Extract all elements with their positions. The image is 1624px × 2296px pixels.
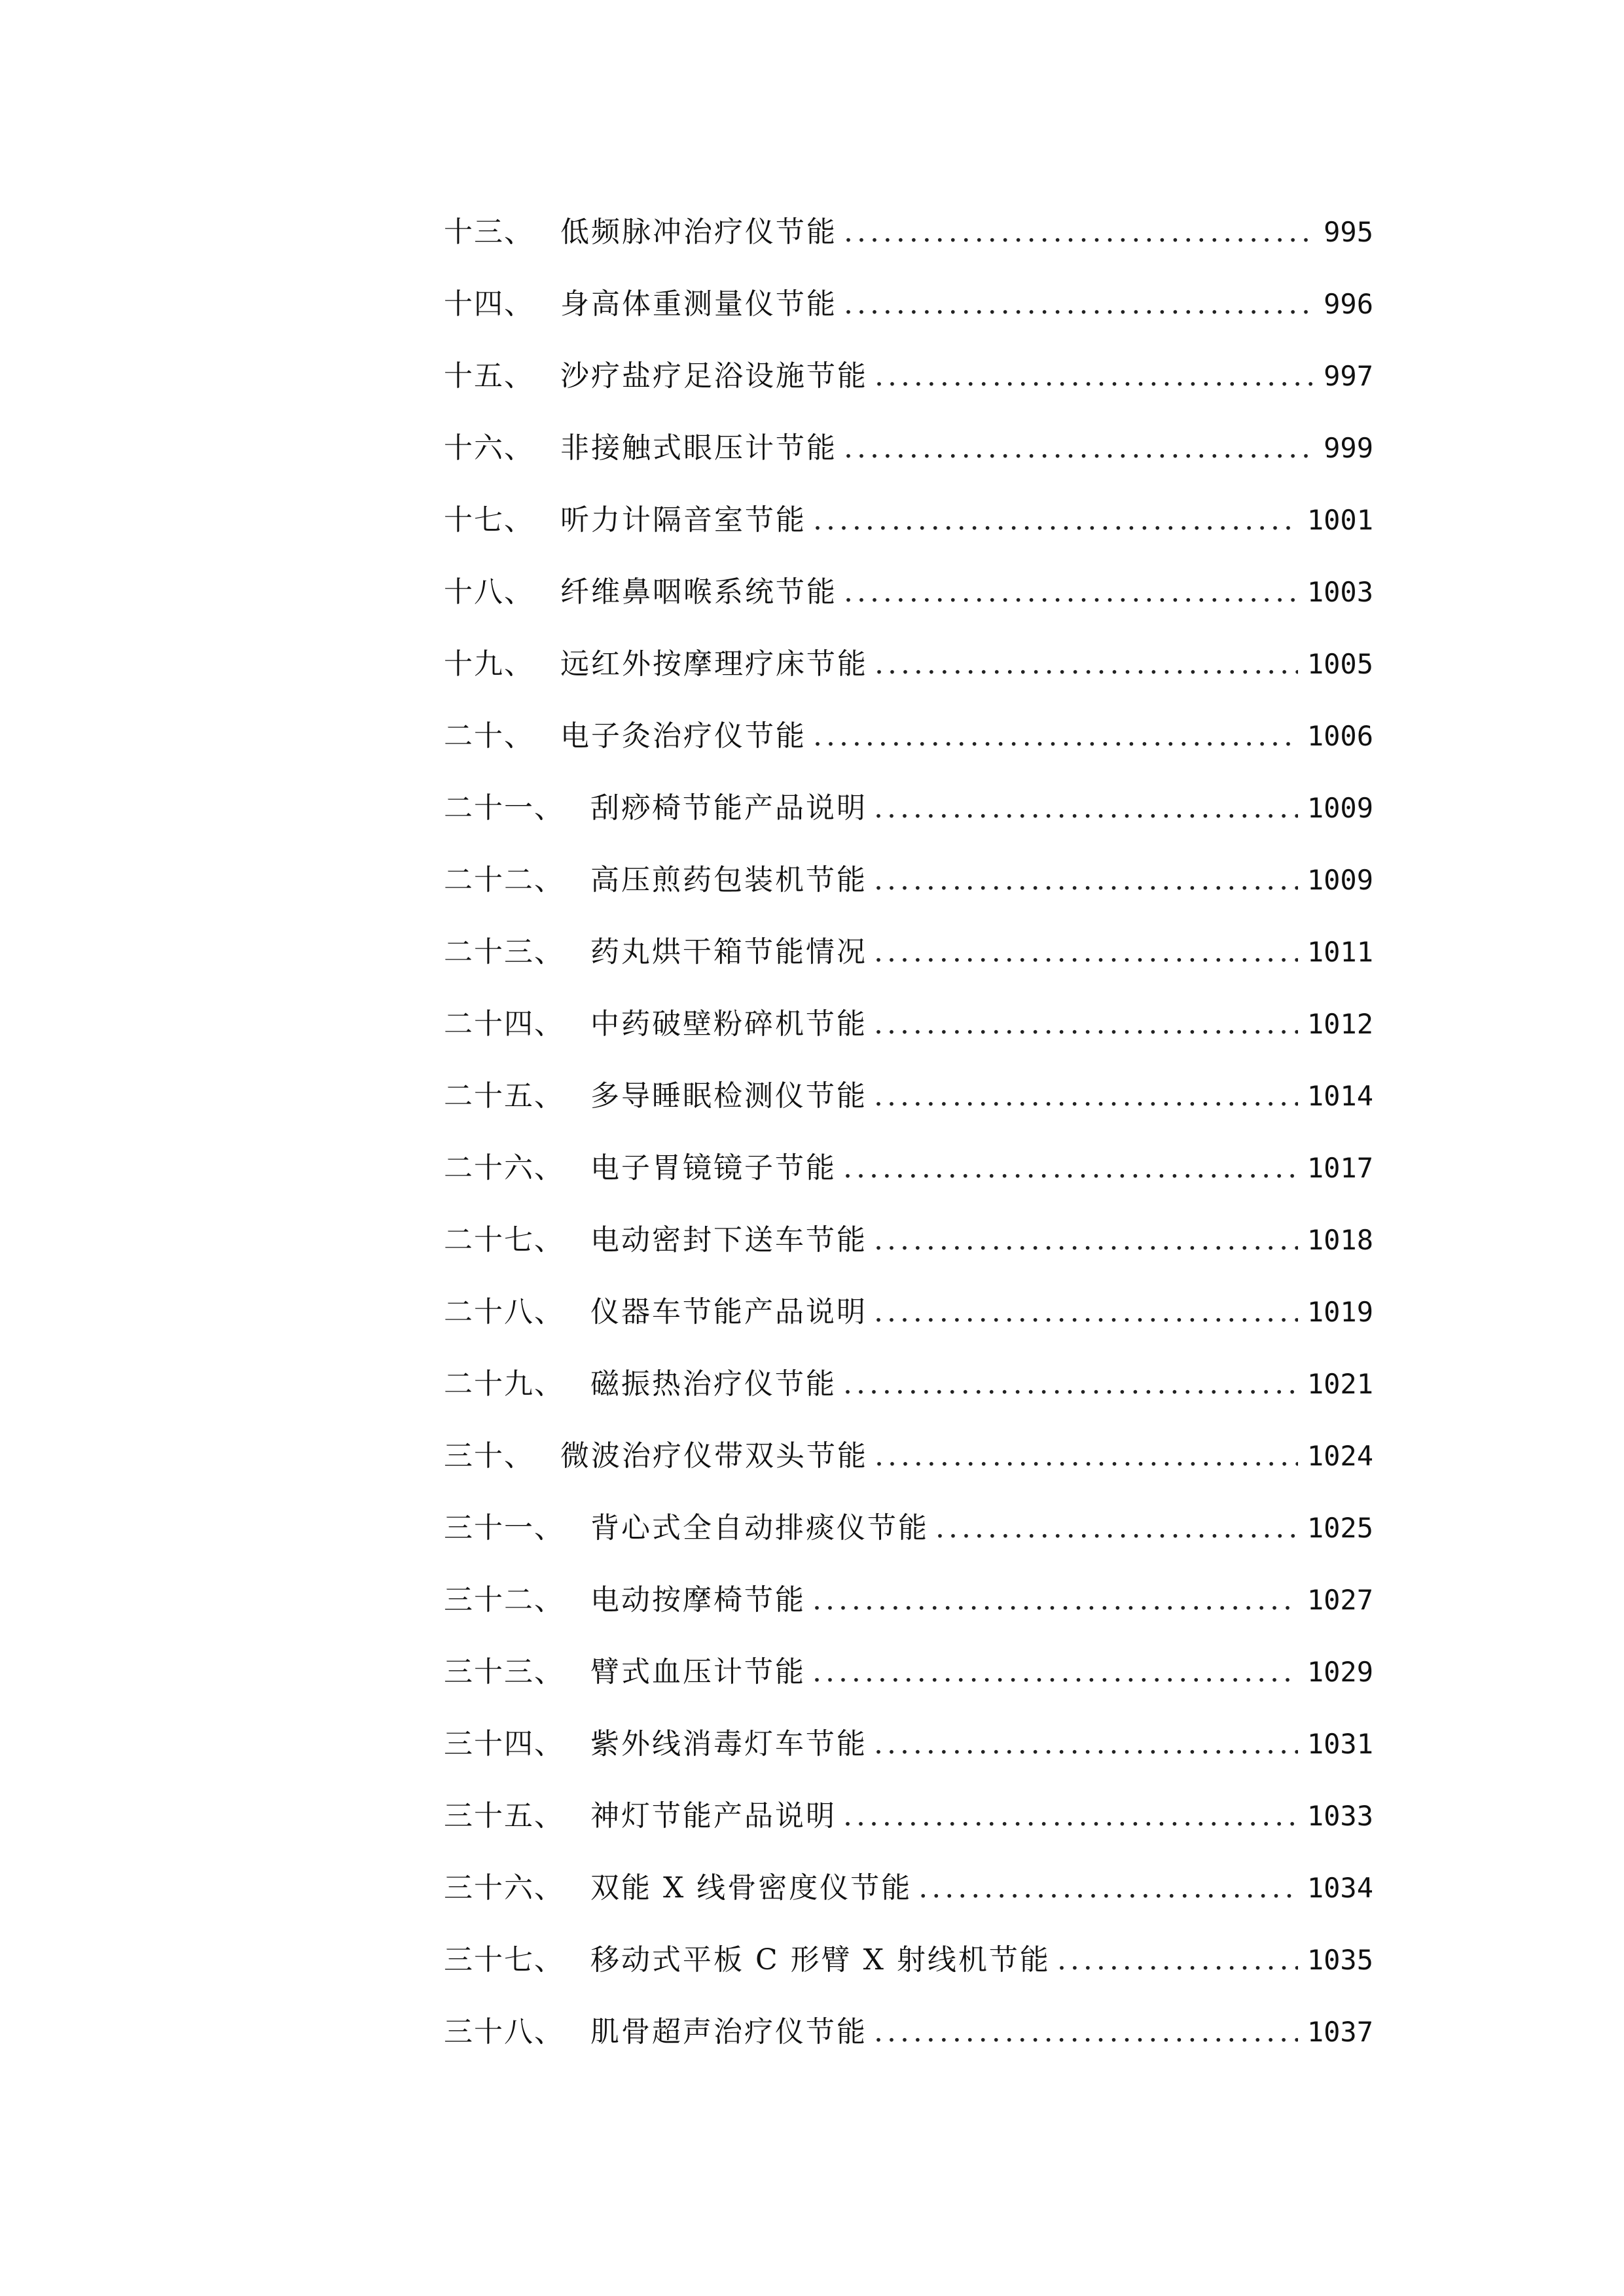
toc-entry-title: 非接触式眼压计节能	[560, 431, 837, 465]
toc-dot-leader	[812, 1636, 1298, 1708]
toc-entry-title: 电子胃镜镜子节能	[590, 1151, 837, 1185]
toc-entry-number: 十六、	[444, 431, 534, 465]
toc-entry[interactable]	[444, 1780, 1373, 1852]
toc-entry[interactable]	[444, 844, 1373, 916]
toc-entry-number: 二十五、	[444, 1079, 564, 1113]
toc-entry[interactable]	[444, 916, 1373, 988]
toc-entry[interactable]	[444, 1708, 1373, 1780]
toc-dot-leader	[874, 1204, 1298, 1276]
toc-entry[interactable]	[444, 340, 1373, 412]
toc-entry-page-number: 1029	[1307, 1656, 1373, 1688]
toc-entry-page-number: 1018	[1307, 1224, 1373, 1256]
toc-dot-leader	[874, 988, 1298, 1060]
toc-entry-page-number: 1009	[1307, 864, 1373, 896]
toc-entry[interactable]	[444, 268, 1373, 340]
toc-entry-page-number: 1011	[1307, 936, 1373, 968]
toc-entry[interactable]	[444, 1492, 1373, 1564]
toc-entry-number: 十五、	[444, 359, 534, 393]
toc-entry-number: 二十二、	[444, 863, 564, 897]
toc-entry-number: 二十一、	[444, 791, 564, 825]
toc-entry[interactable]	[444, 1060, 1373, 1132]
toc-entry-number: 三十一、	[444, 1511, 564, 1545]
toc-entry-page-number: 1033	[1307, 1800, 1373, 1832]
toc-dot-leader	[1057, 1924, 1298, 1996]
toc-dot-leader	[875, 340, 1314, 412]
toc-entry[interactable]	[444, 1348, 1373, 1420]
toc-entry-title: 电动密封下送车节能	[590, 1223, 867, 1257]
toc-entry[interactable]	[444, 700, 1373, 772]
toc-entry[interactable]	[444, 196, 1373, 268]
toc-entry-title: 低频脉冲治疗仪节能	[560, 215, 837, 249]
toc-entry-number: 二十三、	[444, 935, 564, 969]
toc-dot-leader	[844, 268, 1314, 340]
toc-dot-leader	[874, 1708, 1298, 1780]
toc-entry-title: 背心式全自动排痰仪节能	[590, 1511, 929, 1545]
toc-entry-number: 三十、	[444, 1439, 534, 1473]
toc-dot-leader	[918, 1852, 1298, 1924]
toc-dot-leader	[844, 196, 1314, 268]
toc-entry[interactable]	[444, 988, 1373, 1060]
toc-entry-page-number: 1031	[1307, 1728, 1373, 1760]
toc-dot-leader	[874, 1060, 1298, 1132]
toc-entry[interactable]	[444, 1996, 1373, 2068]
toc-dot-leader	[843, 1132, 1298, 1204]
toc-entry-title: 远红外按摩理疗床节能	[560, 647, 868, 681]
toc-entry-page-number: 1037	[1307, 2016, 1373, 2048]
toc-entry-number: 三十三、	[444, 1655, 564, 1689]
toc-entry-page-number: 997	[1324, 360, 1373, 392]
toc-entry-page-number: 1006	[1307, 720, 1373, 752]
toc-entry-number: 二十四、	[444, 1007, 564, 1041]
toc-entry-page-number: 1021	[1307, 1368, 1373, 1400]
toc-entry-number: 十八、	[444, 575, 534, 609]
toc-entry-title: 磁振热治疗仪节能	[590, 1367, 837, 1401]
toc-entry-page-number: 1003	[1307, 576, 1373, 608]
toc-entry-page-number: 1001	[1307, 504, 1373, 536]
toc-entry-title: 高压煎药包装机节能	[590, 863, 867, 897]
toc-entry-number: 三十八、	[444, 2015, 564, 2049]
toc-entry[interactable]	[444, 556, 1373, 628]
toc-entry[interactable]	[444, 1420, 1373, 1492]
toc-entry-page-number: 1019	[1307, 1296, 1373, 1328]
toc-entry-number: 二十、	[444, 719, 534, 753]
toc-entry-number: 十九、	[444, 647, 534, 681]
toc-entry-page-number: 1035	[1307, 1944, 1373, 1976]
toc-entry-page-number: 1027	[1307, 1584, 1373, 1616]
toc-entry-page-number: 1005	[1307, 648, 1373, 680]
toc-entry-page-number: 1014	[1307, 1080, 1373, 1112]
toc-entry-number: 十三、	[444, 215, 534, 249]
toc-dot-leader	[874, 844, 1298, 916]
toc-dot-leader	[874, 772, 1298, 844]
toc-entry-title: 中药破壁粉碎机节能	[590, 1007, 867, 1041]
toc-dot-leader	[813, 484, 1298, 556]
toc-entry-page-number: 995	[1324, 216, 1373, 248]
toc-entry-title: 电动按摩椅节能	[590, 1583, 806, 1617]
toc-entry-title: 双能 X 线骨密度仪节能	[590, 1871, 912, 1905]
toc-entry-title: 移动式平板 C 形臂 X 射线机节能	[590, 1943, 1051, 1977]
toc-entry-number: 三十二、	[444, 1583, 564, 1617]
toc-dot-leader	[812, 1564, 1298, 1636]
toc-entry-number: 三十七、	[444, 1943, 564, 1977]
toc-entry[interactable]	[444, 484, 1373, 556]
table-of-contents	[444, 196, 1373, 2068]
toc-dot-leader	[874, 916, 1298, 988]
toc-entry-number: 二十七、	[444, 1223, 564, 1257]
toc-entry-title: 刮痧椅节能产品说明	[590, 791, 867, 825]
toc-dot-leader	[843, 1348, 1298, 1420]
toc-dot-leader	[875, 1420, 1298, 1492]
toc-dot-leader	[844, 556, 1298, 628]
toc-dot-leader	[813, 700, 1298, 772]
toc-entry[interactable]	[444, 1276, 1373, 1348]
toc-entry-number: 二十八、	[444, 1295, 564, 1329]
toc-entry-number: 十四、	[444, 287, 534, 321]
toc-entry-number: 二十九、	[444, 1367, 564, 1401]
toc-entry-title: 多导睡眠检测仪节能	[590, 1079, 867, 1113]
toc-dot-leader	[843, 1780, 1298, 1852]
toc-entry-page-number: 1034	[1307, 1872, 1373, 1904]
toc-entry[interactable]	[444, 1564, 1373, 1636]
toc-entry-title: 沙疗盐疗足浴设施节能	[560, 359, 868, 393]
toc-dot-leader	[874, 1996, 1298, 2068]
toc-entry-page-number: 996	[1324, 288, 1373, 320]
toc-dot-leader	[875, 628, 1298, 700]
toc-entry[interactable]	[444, 412, 1373, 484]
toc-entry-number: 三十六、	[444, 1871, 564, 1905]
toc-entry-number: 十七、	[444, 503, 534, 537]
toc-entry-title: 纤维鼻咽喉系统节能	[560, 575, 837, 609]
toc-entry-number: 二十六、	[444, 1151, 564, 1185]
toc-dot-leader	[874, 1276, 1298, 1348]
toc-entry-title: 臂式血压计节能	[590, 1655, 806, 1689]
toc-entry-title: 微波治疗仪带双头节能	[560, 1439, 868, 1473]
toc-entry[interactable]	[444, 1132, 1373, 1204]
toc-entry[interactable]	[444, 1852, 1373, 1924]
toc-dot-leader	[935, 1492, 1298, 1564]
toc-entry-title: 肌骨超声治疗仪节能	[590, 2015, 867, 2049]
toc-entry-page-number: 1025	[1307, 1512, 1373, 1544]
toc-entry-number: 三十四、	[444, 1727, 564, 1761]
toc-entry[interactable]	[444, 628, 1373, 700]
toc-entry-page-number: 1024	[1307, 1440, 1373, 1472]
toc-entry-title: 听力计隔音室节能	[560, 503, 806, 537]
toc-entry-page-number: 1009	[1307, 792, 1373, 824]
toc-entry-page-number: 1017	[1307, 1152, 1373, 1184]
toc-entry-title: 仪器车节能产品说明	[590, 1295, 867, 1329]
toc-dot-leader	[844, 412, 1314, 484]
toc-entry[interactable]	[444, 772, 1373, 844]
toc-entry-number: 三十五、	[444, 1799, 564, 1833]
toc-entry-title: 电子灸治疗仪节能	[560, 719, 806, 753]
toc-entry-title: 神灯节能产品说明	[590, 1799, 837, 1833]
toc-entry-page-number: 999	[1324, 432, 1373, 464]
toc-entry[interactable]	[444, 1636, 1373, 1708]
toc-entry[interactable]	[444, 1924, 1373, 1996]
toc-entry-title: 紫外线消毒灯车节能	[590, 1727, 867, 1761]
toc-entry-title: 身高体重测量仪节能	[560, 287, 837, 321]
toc-entry[interactable]	[444, 1204, 1373, 1276]
toc-entry-page-number: 1012	[1307, 1008, 1373, 1040]
toc-entry-title: 药丸烘干箱节能情况	[590, 935, 867, 969]
